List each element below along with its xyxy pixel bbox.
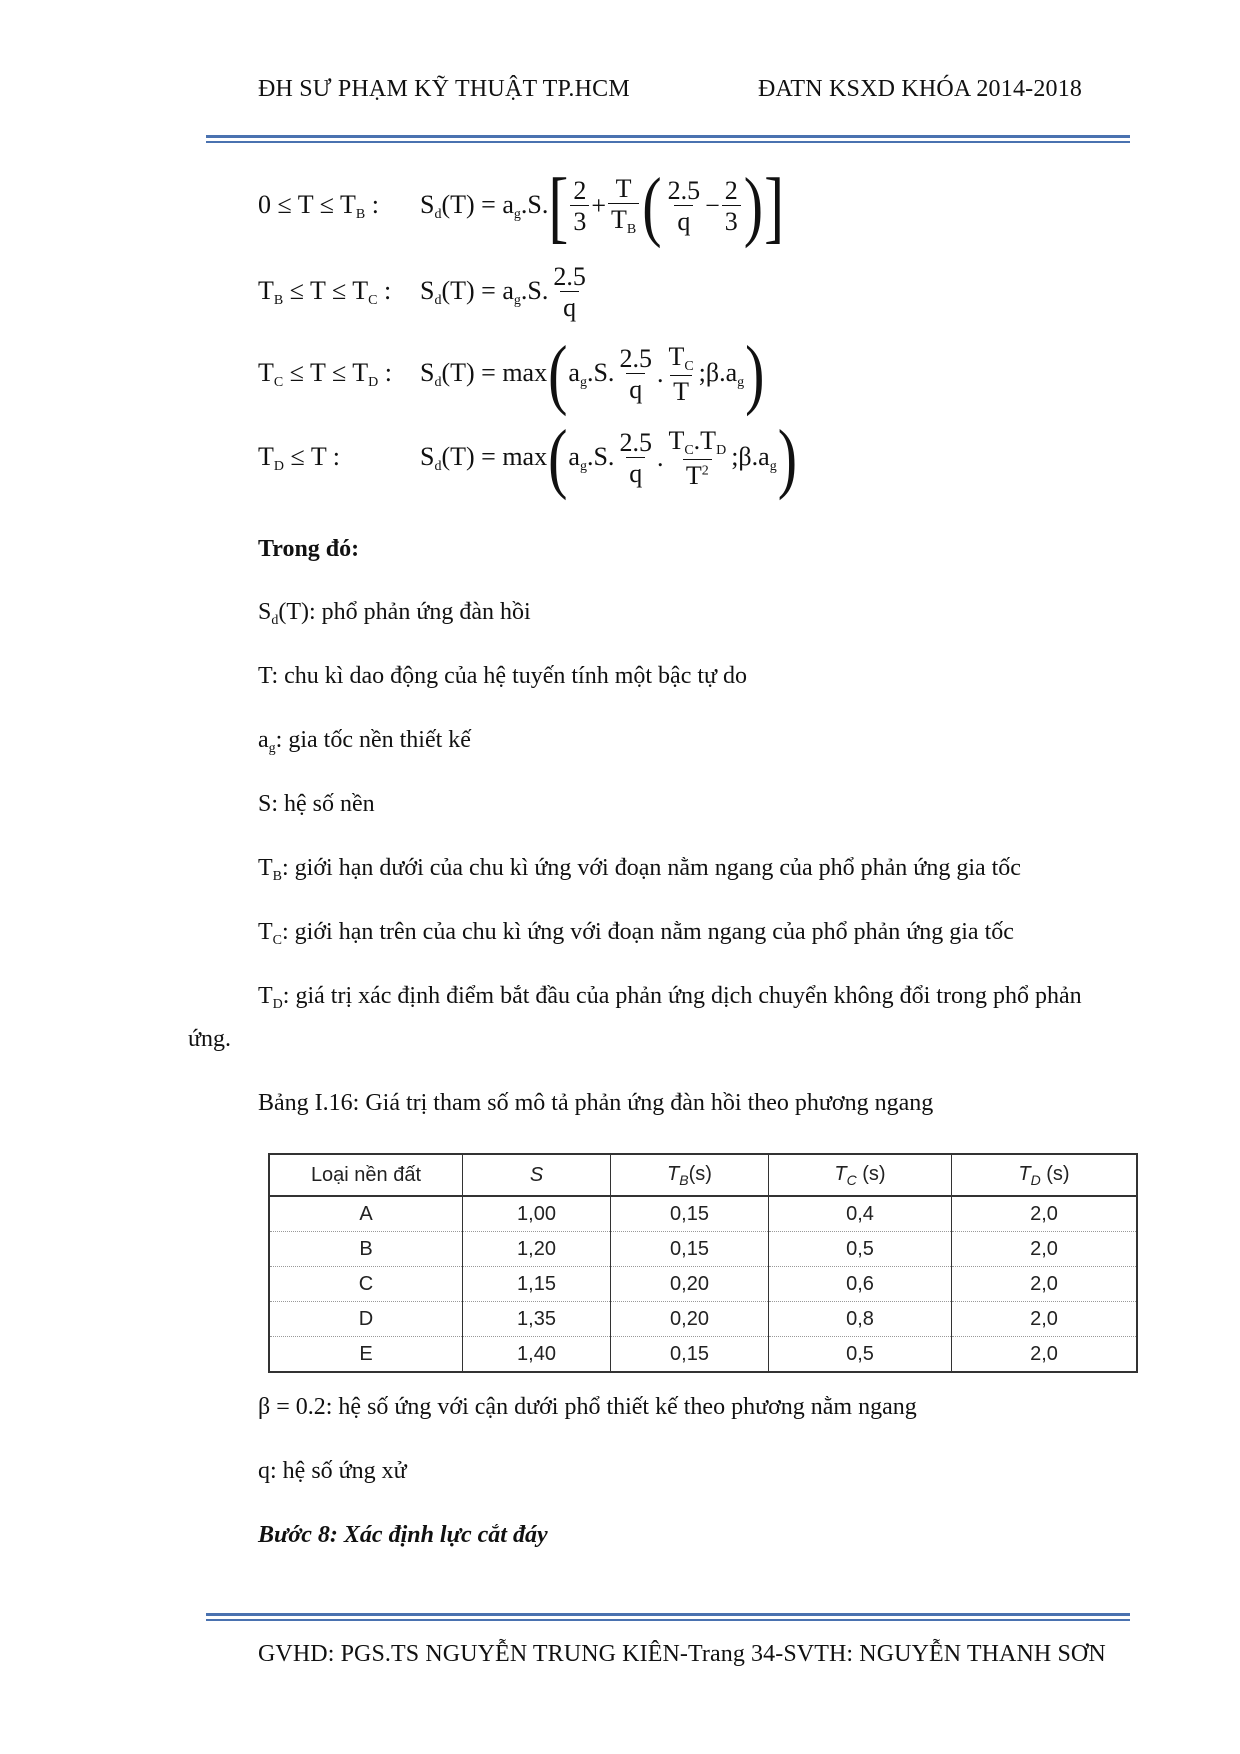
table-cell: C: [269, 1267, 463, 1302]
table-cell: 0,6: [769, 1267, 952, 1302]
table-cell: 0,8: [769, 1302, 952, 1337]
trong-do-heading: Trong đó:: [258, 536, 360, 562]
def-sd: $S_d(T)$: phổ phản ứng đàn hồi: [258, 599, 531, 628]
table-cell: 1,20: [463, 1232, 611, 1267]
formula-expression: $S_d(T) = \max$ ( $a_g.S$. $\frac{2.5}{q}$ . $\frac{T_C}{T}$ $;\beta.a_g$ ): [420, 329, 765, 418]
formula-expression: $S_d(T) = a_g.S$. $\frac{2.5}{q}$: [420, 261, 586, 322]
table-cell: 2,0: [952, 1267, 1138, 1302]
table-cell: 0,20: [611, 1267, 769, 1302]
table-cell: A: [269, 1196, 463, 1232]
col-header-tc: $T_C$ (s): [769, 1154, 952, 1196]
def-beta: β = 0.2: hệ số ứng với cận dưới phổ thiết kế theo phương nằm ngang: [258, 1394, 917, 1420]
table-cell: B: [269, 1232, 463, 1267]
table-cell: 0,15: [611, 1196, 769, 1232]
table-row: [269, 1232, 1137, 1267]
def-t: T: chu kì dao động của hệ tuyến tính một bậc tự do: [258, 663, 748, 689]
header-right: ĐATN KSXD KHÓA 2014-2018: [758, 76, 1083, 102]
col-header-s: S: [463, 1154, 611, 1196]
table-cell: D: [269, 1302, 463, 1337]
table-cell: 1,15: [463, 1267, 611, 1302]
table-cell: 0,15: [611, 1337, 769, 1373]
table-cell: E: [359, 1342, 373, 1365]
def-ag: $a_g$: gia tốc nền thiết kế: [258, 727, 471, 756]
def-s: S: hệ số nền: [258, 791, 375, 817]
col-header-td: $T_D$ (s): [952, 1154, 1138, 1196]
header-rule: [206, 135, 1130, 138]
table-cell: 1,35: [463, 1302, 611, 1337]
table-cell: 0,4: [769, 1196, 952, 1232]
formula-condition: $T_D \le T$ :: [258, 442, 340, 474]
col-header-tb: $T_B(s)$: [611, 1154, 769, 1196]
formula-expression: $S_d(T) = \max$ ( $a_g.S$. $\frac{2.5}{q}$ . $\frac{T_C.T_D}{T^2}$ $;\beta.a_g$ ): [420, 413, 798, 502]
formula-condition: $T_B \le T \le T_C$ :: [258, 276, 392, 308]
table-cell: 2,0: [952, 1302, 1138, 1337]
def-td: $T_D$: giá trị xác định điểm bắt đầu của phản ứng dịch chuyển không đổi trong phổ phản: [258, 983, 1082, 1012]
table-cell: 1,00: [463, 1196, 611, 1232]
def-q: q: hệ số ứng xử: [258, 1458, 407, 1484]
header-rule-thin: [206, 141, 1130, 143]
table-cell: 2,0: [952, 1337, 1138, 1373]
def-tb: $T_B$: giới hạn dưới của chu kì ứng với đoạn nằm ngang của phổ phản ứng gia tốc: [258, 855, 1021, 884]
table-row: [269, 1196, 1137, 1232]
footer-rule: [206, 1613, 1130, 1616]
table-cell: 0,15: [611, 1232, 769, 1267]
table-cell: 1,40: [463, 1337, 611, 1373]
table-caption: Bảng I.16: Giá trị tham số mô tả phản ứng đàn hồi theo phương ngang: [258, 1090, 934, 1116]
parameter-table: [268, 1153, 1138, 1373]
def-td-wrap: ứng.: [188, 1026, 232, 1052]
table-row: [269, 1337, 1137, 1373]
table-cell: 2,0: [952, 1232, 1138, 1267]
table-cell: 0,20: [611, 1302, 769, 1337]
footer-text: GVHD: PGS.TS NGUYỄN TRUNG KIÊN-Trang 34-SVTH: NGUYỄN THANH SƠN: [258, 1641, 1106, 1667]
step-8-heading: Bước 8: Xác định lực cắt đáy: [258, 1522, 548, 1548]
def-tc: $T_C$: giới hạn trên của chu kì ứng với đoạn nằm ngang của phổ phản ứng gia tốc: [258, 919, 1014, 948]
table-header-row: [269, 1154, 1137, 1196]
table-cell: 0,5: [769, 1337, 952, 1373]
table-cell: 2,0: [952, 1196, 1138, 1232]
col-header-soil-type: Loại nền đất: [269, 1154, 463, 1196]
table-row: [269, 1267, 1137, 1302]
formula-condition: $T_C \le T \le T_D$ :: [258, 358, 392, 390]
header-left: ĐH SƯ PHẠM KỸ THUẬT TP.HCM: [258, 76, 630, 102]
formula-condition: $0 \le T \le T_B$ :: [258, 190, 379, 222]
footer-rule-thin: [206, 1619, 1130, 1621]
table-row: [269, 1302, 1137, 1337]
table-cell: 0,5: [769, 1232, 952, 1267]
formula-expression: $S_d(T) = a_g.S$. [ $\frac{2}{3}$ + $\frac{T}{T_B}$ ( $\frac{2.5}{q}$ − $\frac{2}{3}$ ) ]: [420, 161, 785, 251]
